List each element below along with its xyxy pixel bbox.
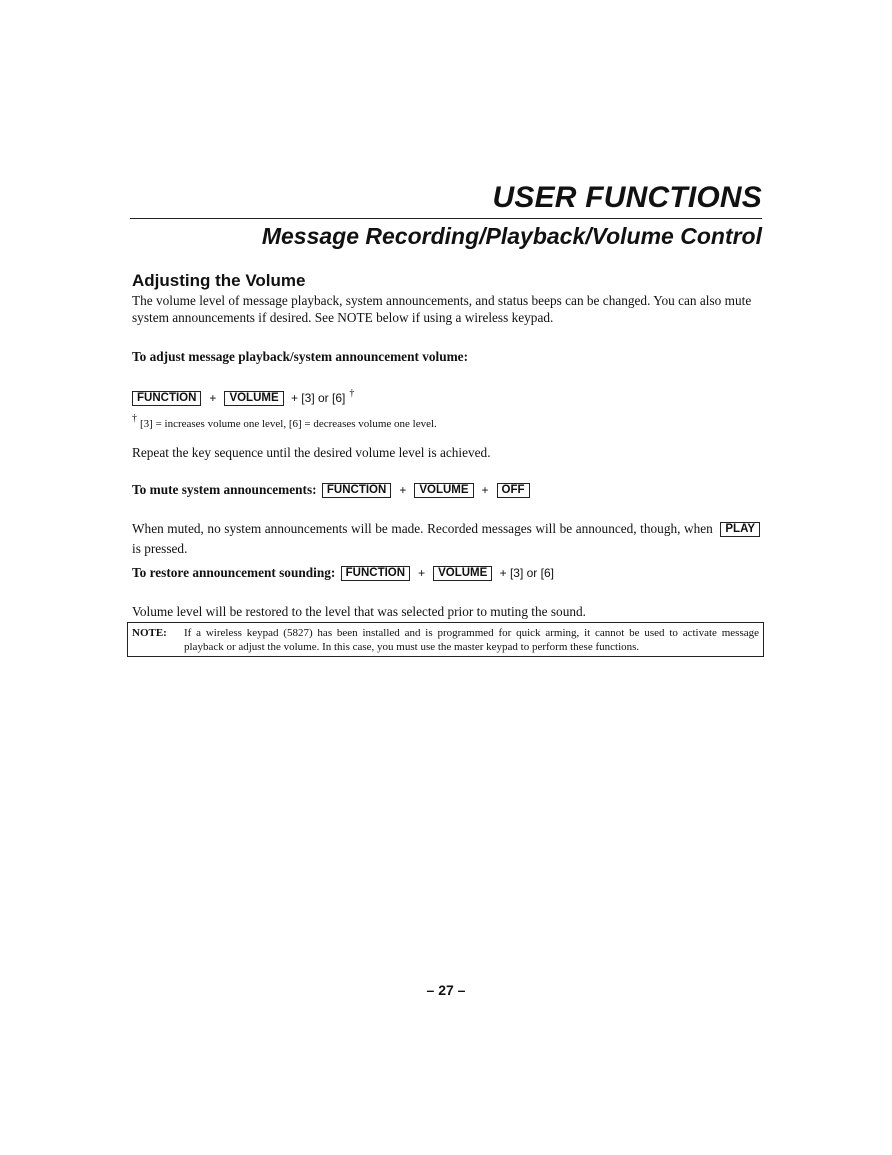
volume-key: VOLUME xyxy=(433,566,492,581)
mute-label: To mute system announcements: xyxy=(132,482,317,497)
restore-label: To restore announcement sounding: xyxy=(132,565,336,580)
off-key: OFF xyxy=(497,483,530,498)
footnote-dagger: † xyxy=(132,413,137,424)
function-key: FUNCTION xyxy=(132,391,201,406)
section-heading: Adjusting the Volume xyxy=(132,271,306,290)
muted-text: When muted, no system announcements will be made. Recorded messages will be announced, though, when xyxy=(132,521,713,536)
key-suffix: + [3] or [6] xyxy=(499,566,554,580)
footnote-text: [3] = increases volume one level, [6] = decreases volume one level. xyxy=(140,418,437,430)
adjust-heading: To adjust message playback/system announcement volume: xyxy=(132,349,469,364)
page-title: USER FUNCTIONS xyxy=(492,181,762,214)
plus-sign: + xyxy=(481,483,489,497)
volume-key: VOLUME xyxy=(224,391,283,406)
plus-sign: + xyxy=(399,483,407,497)
function-key: FUNCTION xyxy=(341,566,410,581)
page-header xyxy=(130,180,762,251)
footnote xyxy=(132,412,764,431)
repeat-text: Repeat the key sequence until the desired volume level is achieved. xyxy=(132,445,491,460)
note-label: NOTE: xyxy=(132,627,167,639)
restore-text: Volume level will be restored to the level that was selected prior to muting the sound. xyxy=(132,604,586,619)
volume-key: VOLUME xyxy=(414,483,473,498)
restore-instruction xyxy=(132,564,764,582)
dagger-mark: † xyxy=(349,388,355,399)
muted-text-end: is pressed. xyxy=(132,541,188,556)
play-key: PLAY xyxy=(720,522,760,537)
main-content xyxy=(132,270,764,620)
intro-paragraph: The volume level of message playback, system announcements, and status beeps can be changed. You can also mute system announcements if desired. See NOTE below if using a wireless keypad. xyxy=(132,293,752,325)
plus-sign: + xyxy=(209,391,217,405)
note-box xyxy=(127,622,764,657)
page-number: – 27 – xyxy=(426,982,466,998)
adjust-key-sequence xyxy=(132,385,764,407)
note-text: If a wireless keypad (5827) has been installed and is programmed for quick arming, it cannot be used to activate message playback or adjust the volume. In this case, you must use the master keypad to perform these functions. xyxy=(184,627,759,653)
plus-sign: + xyxy=(418,566,426,580)
function-key: FUNCTION xyxy=(322,483,391,498)
header-divider xyxy=(130,218,762,219)
page-subtitle: Message Recording/Playback/Volume Control xyxy=(261,223,762,249)
mute-instruction xyxy=(132,481,764,499)
muted-paragraph xyxy=(132,519,764,559)
key-suffix: + [3] or [6] xyxy=(290,391,346,405)
